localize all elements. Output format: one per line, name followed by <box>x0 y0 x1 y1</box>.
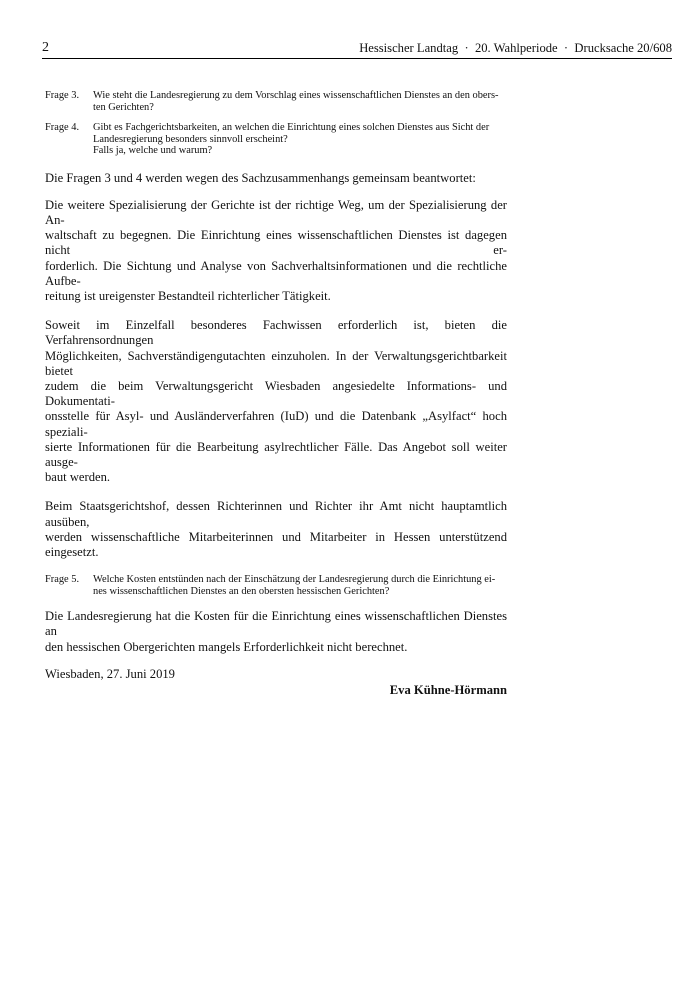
text-line: Wie steht die Landesregierung zu dem Vorschlag eines wissenschaftlichen Dienstes an den obers- <box>93 90 499 101</box>
question-label: Frage 3. <box>45 90 80 101</box>
text-line: werden wissenschaftliche Mitarbeiterinnen und Mitarbeiter in Hessen unterstützend eingesetzt. <box>45 529 507 559</box>
answer-intro <box>45 171 507 186</box>
text-line: Möglichkeiten, Sachverständigengutachten einzuholen. In der Verwaltungsgerichtbarkeit bietet <box>45 348 507 378</box>
text-line: Falls ja, welche und warum? <box>93 145 213 156</box>
signatory-name: Eva Kühne-Hörmann <box>389 682 507 697</box>
text-line: reitung ist ureigenster Bestandteil richterlicher Tätigkeit. <box>45 288 331 303</box>
question-text <box>93 90 507 113</box>
text-line: Die Fragen 3 und 4 werden wegen des Sachzusammenhangs gemeinsam beantwortet: <box>45 170 476 185</box>
signature-block <box>45 667 507 701</box>
text-line: Die Landesregierung hat die Kosten für die Einrichtung eines wissenschaftlichen Dienstes an <box>45 609 507 639</box>
running-title: Hessischer Landtag · 20. Wahlperiode · Drucksache 20/608 <box>359 41 672 55</box>
text-line: forderlich. Die Sichtung und Analyse von Sachverhaltsinformationen und die rechtliche Aufbe- <box>45 258 507 288</box>
question-label: Frage 4. <box>45 122 80 133</box>
question-4 <box>45 122 507 157</box>
text-line: Landesregierung besonders sinnvoll erscheint? <box>93 133 288 145</box>
question-5 <box>45 574 507 597</box>
answer-paragraph-1 <box>45 198 507 304</box>
text-line: Die weitere Spezialisierung der Gerichte ist der richtige Weg, um der Spezialisierung der An- <box>45 197 507 227</box>
text-line: Beim Staatsgerichtshof, dessen Richterinnen und Richter ihr Amt nicht hauptamtlich ausüben, <box>45 499 507 529</box>
page-header <box>42 40 672 59</box>
text-line: baut werden. <box>45 470 111 485</box>
answer-paragraph-4 <box>45 609 507 655</box>
text-line: Soweit im Einzelfall besonderes Fachwissen erforderlich ist, bieten die Verfahrensordnungen <box>45 318 507 348</box>
text-line: Welche Kosten entstünden nach der Einschätzung der Landesregierung durch die Einrichtung ei- <box>93 574 496 586</box>
text-line: nes wissenschaftlichen Dienstes an den obersten hessischen Gerichten? <box>93 585 390 597</box>
question-label: Frage 5. <box>45 574 80 586</box>
question-3 <box>45 90 507 113</box>
question-text <box>93 574 507 597</box>
text-line: sierte Informationen für die Bearbeitung asylrechtlicher Fälle. Das Angebot soll weiter ausge- <box>45 439 507 469</box>
text-line: onsstelle für Asyl- und Ausländerverfahren (IuD) und die Datenbank „Asylfact“ hoch speziali- <box>45 409 507 439</box>
answer-paragraph-2 <box>45 318 507 485</box>
text-line: waltschaft zu begegnen. Die Einrichtung eines wissenschaftlichen Dienstes ist dagegen nicht er- <box>45 228 507 258</box>
page-number: 2 <box>42 40 49 55</box>
text-line: Gibt es Fachgerichtsbarkeiten, an welchen die Einrichtung eines solchen Dienstes aus Sicht der <box>93 122 490 133</box>
document-body <box>45 90 507 701</box>
text-line: den hessischen Obergerichten mangels Erforderlichkeit nicht berechnet. <box>45 639 408 654</box>
question-text <box>93 122 507 157</box>
answer-paragraph-3 <box>45 499 507 560</box>
text-line: zudem die beim Verwaltungsgericht Wiesbaden angesiedelte Informations- und Dokumentati- <box>45 378 507 409</box>
place-date: Wiesbaden, 27. Juni 2019 <box>45 666 175 681</box>
text-line: ten Gerichten? <box>93 101 154 113</box>
